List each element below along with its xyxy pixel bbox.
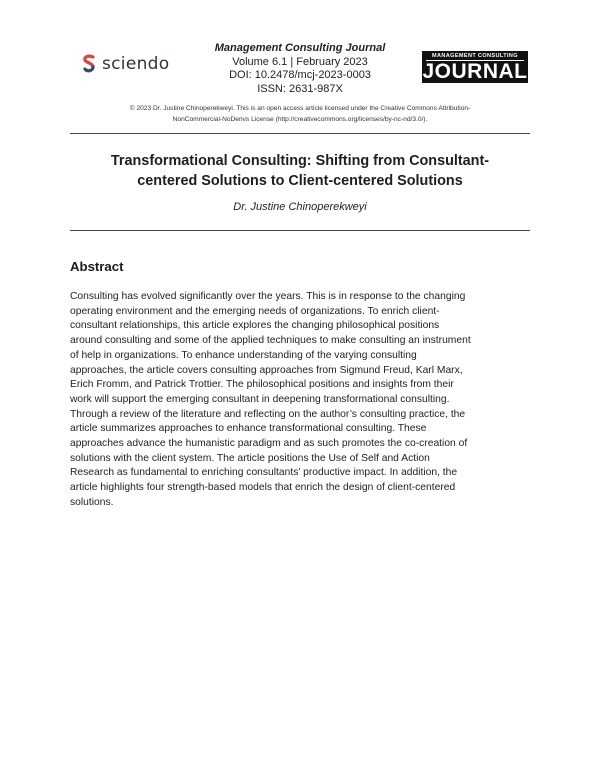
abstract-line: of help in organizations. To enhance understanding of the varying consulting bbox=[70, 349, 417, 361]
abstract-line: article highlights four strength-based models that enrich the design of client-centered bbox=[70, 482, 456, 494]
title-line-2: centered Solutions to Client-centered Solutions bbox=[137, 173, 463, 189]
title-line-1: Transformational Consulting: Shifting from Consultant- bbox=[110, 153, 490, 169]
sciendo-logo bbox=[82, 54, 169, 74]
page-header bbox=[0, 42, 600, 102]
journal-info bbox=[200, 42, 400, 96]
volume-line: Volume 6.1 | February 2023 bbox=[232, 55, 368, 68]
abstract-line: consultant relationships, this article explores the changing philosophical positions bbox=[70, 320, 440, 332]
bottom-divider bbox=[70, 230, 530, 231]
abstract-line: work will support the emerging consultant in deepening transformational consulting. bbox=[70, 393, 450, 405]
doi-line: DOI: 10.2478/mcj-2023-0003 bbox=[229, 69, 371, 81]
abstract-line: Consulting has evolved significantly over the years. This is in response to the changing bbox=[70, 291, 466, 302]
abstract-line: around consulting and some of the applied techniques to make consulting an instrument bbox=[70, 335, 471, 347]
journal-logo-main: JOURNAL bbox=[422, 60, 528, 83]
abstract-line: operating environment and the emerging needs of organizations. To enrich client- bbox=[70, 305, 440, 317]
journal-logo bbox=[422, 51, 528, 83]
abstract-line: solutions with the client system. The article positions the Use of Self and Action bbox=[70, 452, 430, 464]
license-notice bbox=[80, 103, 520, 125]
abstract-heading: Abstract bbox=[70, 259, 124, 274]
abstract-line: Research as fundamental to enriching consultants’ productive impact. In addition, the bbox=[70, 467, 458, 479]
sciendo-logo-text: sciendo bbox=[102, 54, 170, 74]
abstract-body bbox=[70, 290, 532, 511]
article-title bbox=[70, 151, 530, 191]
abstract-line: approaches, the article covers consulting approaches from Sigmund Freud, Karl Marx, bbox=[70, 364, 463, 376]
issn-line: ISSN: 2631-987X bbox=[257, 82, 343, 95]
abstract-line: Through a review of the literature and reflecting on the author’s consulting practice, the bbox=[70, 408, 466, 420]
journal-name: Management Consulting Journal bbox=[214, 42, 386, 54]
abstract-line: article summarizes approaches to enhance transformational consulting. These bbox=[70, 423, 427, 435]
license-line-1: © 2023 Dr. Justine Chinoperekweyi. This is an open access article licensed under the Creative Commons Attribution- bbox=[129, 105, 471, 112]
abstract-line: approaches advance the humanistic paradigm and as such promotes the co-creation of bbox=[70, 438, 468, 450]
license-line-2: NonCommercial-NoDerivs License (http://creativecommons.org/licenses/by-nc-nd/3.0/). bbox=[172, 116, 428, 123]
abstract-line: Erich Fromm, and Patrick Trottier. The philosophical positions and insights from their bbox=[70, 379, 454, 391]
journal-logo-top: MANAGEMENT CONSULTING bbox=[426, 53, 524, 61]
sciendo-mark-icon bbox=[82, 54, 96, 74]
top-divider bbox=[70, 133, 530, 134]
article-author: Dr. Justine Chinoperekweyi bbox=[233, 201, 367, 213]
abstract-line: solutions. bbox=[70, 496, 114, 508]
